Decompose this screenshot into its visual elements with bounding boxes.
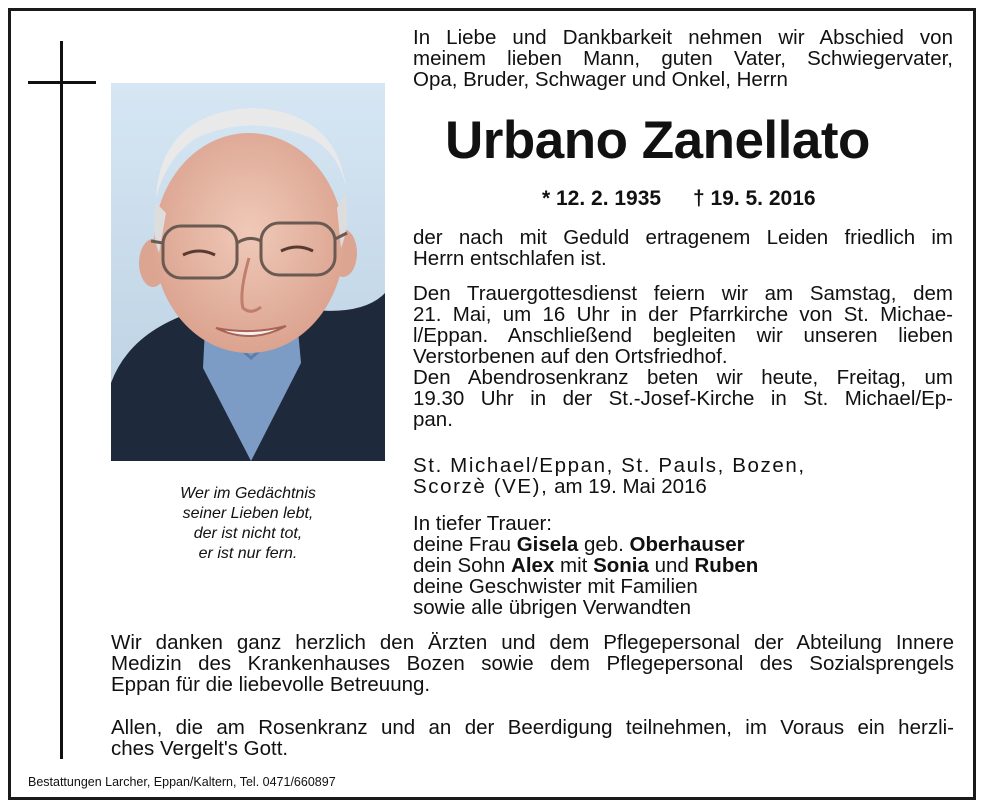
passing-paragraph [413, 227, 953, 269]
funeral-paragraph [413, 283, 953, 430]
paragraph-line: l/Eppan. Anschließend begleiten wir unseren lieben [413, 324, 953, 347]
intro-line: meinem lieben Mann, guten Vater, Schwiegervater, [413, 47, 953, 70]
paragraph-line: 21. Mai, um 16 Uhr in der Pfarrkirche von St. Michae- [413, 303, 953, 326]
memorial-quote [118, 484, 378, 564]
mourner-wife: deine Frau Gisela geb. Oberhauser [413, 533, 745, 556]
quote-line: er ist nur fern. [198, 545, 298, 562]
death-date: † 19. 5. 2016 [692, 187, 816, 210]
intro-text [413, 27, 953, 90]
quote-line: Wer im Gedächtnis [180, 485, 316, 502]
place-line: St. Michael/Eppan, St. Pauls, Bozen, [413, 454, 806, 477]
paragraph-line: Den Trauergottesdienst feiern wir am Samstag, dem [413, 282, 953, 305]
paragraph-line: Herrn entschlafen ist. [413, 247, 607, 270]
deceased-name: Urbano Zanellato [445, 111, 870, 170]
life-dates [542, 187, 816, 211]
quote-line: seiner Lieben lebt, [182, 505, 314, 522]
paragraph-line: der nach mit Geduld ertragenem Leiden friedlich im [413, 226, 953, 249]
place-line: Scorzè (VE), am 19. Mai 2016 [413, 475, 707, 498]
cross-symbol-vertical [60, 41, 63, 759]
funeral-home-footer: Bestattungen Larcher, Eppan/Kaltern, Tel. 0471/660897 [28, 775, 336, 789]
birth-date: * 12. 2. 1935 [542, 187, 662, 210]
mourner-son: dein Sohn Alex mit Sonia und Ruben [413, 554, 759, 577]
mourner-siblings: deine Geschwister mit Familien [413, 575, 698, 598]
paragraph-line: Eppan für die liebevolle Betreuung. [111, 673, 431, 696]
paragraph-line: Den Abendrosenkranz beten wir heute, Freitag, um [413, 366, 953, 389]
mourners-list [413, 513, 953, 618]
intro-line: Opa, Bruder, Schwager und Onkel, Herrn [413, 68, 788, 91]
paragraph-line: ches Vergelt's Gott. [111, 737, 289, 760]
paragraph-line: Allen, die am Rosenkranz und an der Beerdigung teilnehmen, im Voraus ein herzli- [111, 716, 954, 739]
place-date [413, 455, 953, 497]
mourners-heading: In tiefer Trauer: [413, 512, 553, 535]
paragraph-line: Wir danken ganz herzlich den Ärzten und dem Pflegepersonal der Abteilung Innere [111, 631, 954, 654]
portrait-photo [111, 83, 385, 461]
paragraph-line: pan. [413, 408, 453, 431]
cross-symbol-horizontal [28, 81, 96, 84]
paragraph-line: Verstorbenen auf den Ortsfriedhof. [413, 345, 728, 368]
mourner-relatives: sowie alle übrigen Verwandten [413, 596, 692, 619]
thanks-paragraph [111, 632, 954, 695]
paragraph-line: 19.30 Uhr in der St.-Josef-Kirche in St. Michael/Ep- [413, 387, 953, 410]
quote-line: der ist nicht tot, [193, 525, 303, 542]
intro-line: In Liebe und Dankbarkeit nehmen wir Abschied von [413, 26, 953, 49]
closing-paragraph [111, 717, 954, 759]
paragraph-line: Medizin des Krankenhauses Bozen sowie dem Pflegepersonal des Sozialsprengels [111, 652, 954, 675]
